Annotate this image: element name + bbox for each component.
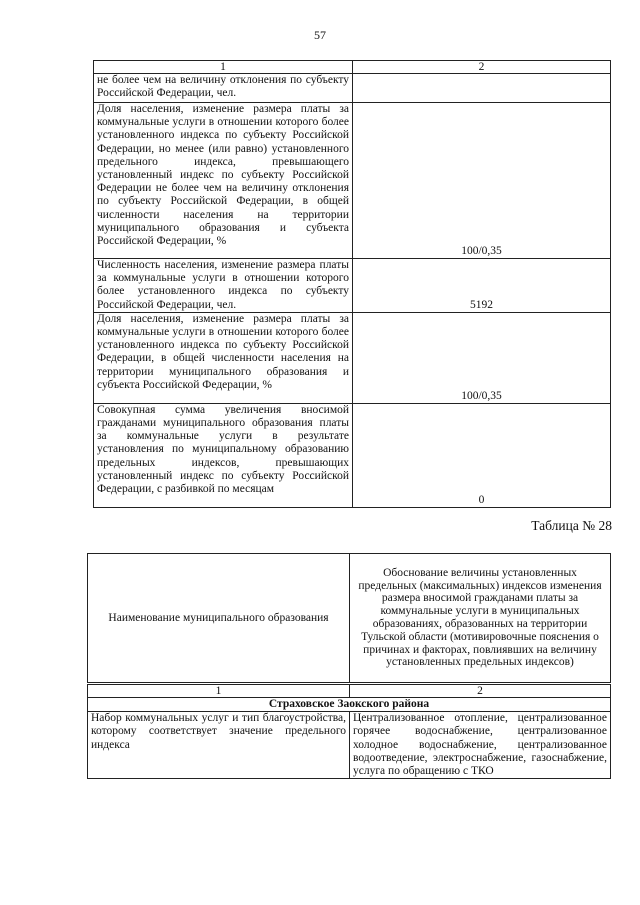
indicator-value: 5192 xyxy=(353,259,611,313)
table-row xyxy=(94,74,611,103)
indicator-label: не более чем на величину отклонения по субъекту Российской Федерации, чел. xyxy=(94,74,353,103)
indicator-value: 100/0,35 xyxy=(353,103,611,259)
service-set-label: Набор коммунальных услуг и тип благоустройства, которому соответствует значение предельного индекса xyxy=(88,712,350,779)
table-caption: Таблица № 28 xyxy=(531,518,612,533)
table-header-row xyxy=(94,61,611,74)
service-set-value: Централизованное отопление, централизованное горячее водоснабжение, централизованное холодное водоснабжение, централизованное водоотведение, электроснабжение, газоснабжение, услуга по обращению с ТКО xyxy=(350,712,611,779)
indicator-value: 100/0,35 xyxy=(353,312,611,403)
section-row xyxy=(88,698,611,712)
table-row xyxy=(94,259,611,313)
section-title: Страховское Заокского района xyxy=(88,698,611,712)
table-row xyxy=(94,103,611,259)
indicator-value xyxy=(353,74,611,103)
header-municipality: Наименование муниципального образования xyxy=(88,554,350,684)
column-number-1: 1 xyxy=(94,61,353,74)
indicator-label: Доля населения, изменение размера платы за коммунальные услуги в отношении которого более установленного индекса по субъекту Российской Федерации, в общей численности населения на территории муниципального образования и субъекта Российской Федерации, % xyxy=(94,312,353,403)
indicator-value: 0 xyxy=(353,403,611,507)
column-number-2: 2 xyxy=(353,61,611,74)
column-number-2: 2 xyxy=(350,684,611,698)
column-number-1: 1 xyxy=(88,684,350,698)
indicator-label: Доля населения, изменение размера платы за коммунальные услуги в отношении которого более установленного индекса по субъекту Российской Федерации, но менее (или равно) установленного предельного индекса, превышающего установленный индекс по субъекту Российской Федерации не более чем на величину отклонения по субъекту Российской Федерации, в общей численности населения на территории муниципального образования и субъекта Российской Федерации, % xyxy=(94,103,353,259)
indicators-table xyxy=(93,60,611,508)
justification-table xyxy=(87,553,611,779)
table-row xyxy=(94,312,611,403)
header-justification: Обоснование величины установленных предельных (максимальных) индексов изменения размера вносимой гражданами платы за коммунальные услуги в муниципальных образованиях, образованных на территории Тульской области (мотивировочные пояснения о причинах и факторах, повлиявших на величину установленных предельных индексов) xyxy=(350,554,611,684)
table-row xyxy=(88,712,611,779)
indicator-label: Совокупная сумма увеличения вносимой гражданами муниципального образования платы за коммунальные услуги в результате установления по муниципальному образованию предельных индексов, превышающих установленный индекс по субъекту Российской Федерации, с разбивкой по месяцам xyxy=(94,403,353,507)
column-number-row xyxy=(88,684,611,698)
page-number: 57 xyxy=(314,28,326,42)
table-row xyxy=(94,403,611,507)
table-header-row xyxy=(88,554,611,684)
indicator-label: Численность населения, изменение размера платы за коммунальные услуги в отношении которого более установленного индекса по субъекту Российской Федерации, чел. xyxy=(94,259,353,313)
